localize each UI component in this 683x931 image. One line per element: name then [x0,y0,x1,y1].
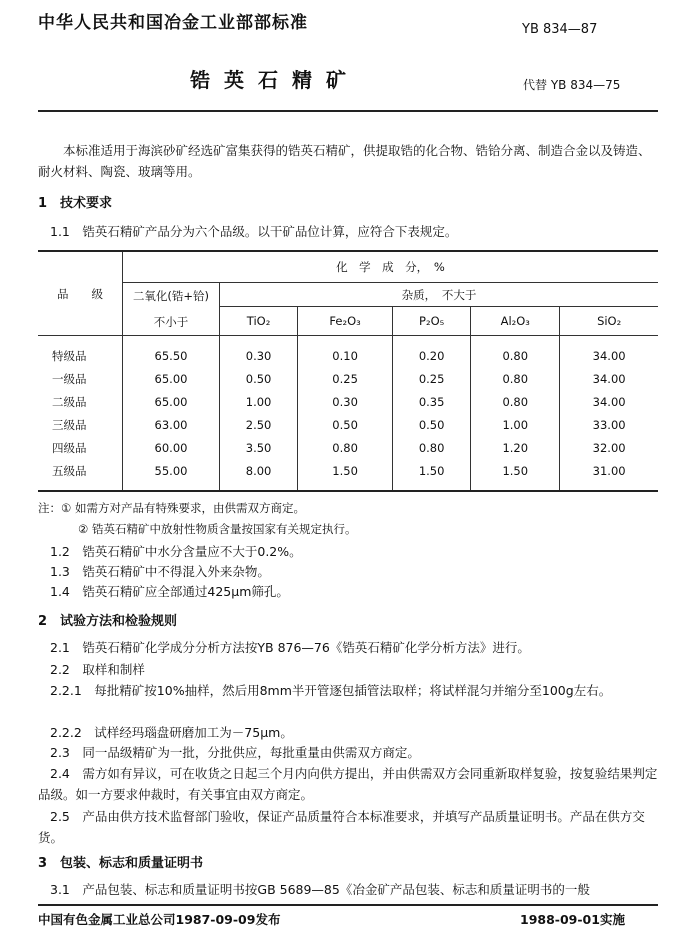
section-2-heading: 2 试验方法和检验规则 [38,614,178,629]
chemical-composition-header: 化 学 成 分， % [123,251,659,283]
table-row [38,413,658,436]
value-cell: 34.00 [560,390,658,413]
table-row [38,436,658,459]
value-cell: 1.00 [471,413,560,436]
value-cell: 0.50 [393,413,471,436]
clause-2-5: 2.5 产品由供方技术监督部门验收，保证产品质量符合本标准要求，并填写产品质量证明书。产品在供方交货。 [38,809,645,845]
zr-cell: 65.00 [123,390,220,413]
table-note-2: ② 锆英石精矿中放射性物质含量按国家有关规定执行。 [78,522,357,536]
value-cell: 0.50 [220,367,298,390]
section-1-heading: 1 技术要求 [38,196,113,211]
clause-2-3: 2.3 同一品级精矿为一批，分批供应，每批重量由供需双方商定。 [50,745,420,760]
grade-header: 品 级 [57,286,103,301]
value-cell: 8.00 [220,459,298,491]
value-cell: 1.00 [220,390,298,413]
value-cell: 1.50 [471,459,560,491]
issue-date: 中国有色金属工业总公司1987-09-09发布 [38,912,281,927]
clause-1-1: 1.1 锆英石精矿产品分为六个品级。以干矿品位计算，应符合下表规定。 [50,224,458,239]
zr-cell: 55.00 [123,459,220,491]
zr-hf-oxide-header [123,283,220,336]
grade-cell: 一级品 [52,371,87,386]
not-less-than-label: 不小于 [153,315,189,329]
standard-authority-title: 中华人民共和国冶金工业部部标准 [38,13,308,33]
table-row [38,459,658,491]
value-cell: 1.50 [298,459,393,491]
value-cell: 1.20 [471,436,560,459]
clause-3-1: 3.1 产品包装、标志和质量证明书按GB 5689—85《冶金矿产品包装、标志和质量证明书的一般 [50,882,590,897]
value-cell: 0.80 [471,367,560,390]
value-cell: 0.30 [298,390,393,413]
value-cell: 0.50 [298,413,393,436]
replaces-standard: 代替 YB 834—75 [523,78,621,92]
value-cell: 34.00 [560,336,658,368]
value-cell: 0.80 [471,390,560,413]
value-cell: 0.10 [298,336,393,368]
value-cell: 2.50 [220,413,298,436]
value-cell: 1.50 [393,459,471,491]
clause-2-1: 2.1 锆英石精矿化学成分分析方法按YB 876—76《锆英石精矿化学分析方法》进行。 [50,640,530,655]
value-cell: 0.80 [393,436,471,459]
impurity-header: 杂质， 不大于 [220,283,659,307]
zr-hf-oxide-label: 二氧化(锆+铪) [132,289,210,303]
col-header-p2o5: P₂O₅ [393,307,471,336]
value-cell: 0.25 [393,367,471,390]
value-cell: 32.00 [560,436,658,459]
grade-cell: 特级品 [52,348,87,363]
value-cell: 34.00 [560,367,658,390]
clause-1-4: 1.4 锆英石精矿应全部通过425μm筛孔。 [50,584,289,599]
table-note-1: 注：① 如需方对产品有特殊要求，由供需双方商定。 [38,501,305,515]
value-cell: 0.35 [393,390,471,413]
clause-2-2-1: 2.2.1 每批精矿按10%抽样，然后用8mm半开管逐包插管法取样；将试样混匀并缩分至100g左右。 [50,683,612,698]
grade-cell: 二级品 [52,394,87,409]
footer-rule [38,904,658,906]
zr-cell: 65.50 [123,336,220,368]
value-cell: 33.00 [560,413,658,436]
grade-table [38,250,658,492]
grade-cell: 三级品 [52,417,87,432]
col-header-tio2: TiO₂ [220,307,298,336]
grade-cell: 四级品 [52,440,87,455]
value-cell: 0.20 [393,336,471,368]
table-row [38,390,658,413]
standard-code: YB 834—87 [522,22,598,37]
value-cell: 0.30 [220,336,298,368]
clause-2-4: 2.4 需方如有异议，可在收货之日起三个月内向供方提出，并由供需双方会同重新取样复验，按复验结果判定品级。如一方要求仲裁时，有关事宜由双方商定。 [38,766,658,802]
value-cell: 0.80 [298,436,393,459]
effective-date: 1988-09-01实施 [520,912,625,927]
col-header-fe2o3: Fe₂O₃ [298,307,393,336]
intro-paragraph: 本标准适用于海滨砂矿经选矿富集获得的锆英石精矿，供提取锆的化合物、锆铪分离、制造合金以及铸造、耐火材料、陶瓷、玻璃等用。 [38,143,651,179]
clause-2-2-2: 2.2.2 试样经玛瑙盘研磨加工为－75μm。 [50,725,293,740]
value-cell: 0.25 [298,367,393,390]
value-cell: 31.00 [560,459,658,491]
table-row [38,367,658,390]
zr-cell: 63.00 [123,413,220,436]
value-cell: 3.50 [220,436,298,459]
grade-cell: 五级品 [52,463,87,478]
document-title: 锆英石精矿 [190,68,360,92]
table-row [38,336,658,368]
col-header-al2o3: Al₂O₃ [471,307,560,336]
value-cell: 0.80 [471,336,560,368]
clause-1-3: 1.3 锆英石精矿中不得混入外来杂物。 [50,564,270,579]
zr-cell: 60.00 [123,436,220,459]
clause-2-2: 2.2 取样和制样 [50,662,145,677]
header-rule [38,110,658,112]
zr-cell: 65.00 [123,367,220,390]
section-3-heading: 3 包装、标志和质量证明书 [38,856,204,871]
clause-1-2: 1.2 锆英石精矿中水分含量应不大于0.2%。 [50,544,302,559]
col-header-sio2: SiO₂ [560,307,658,336]
